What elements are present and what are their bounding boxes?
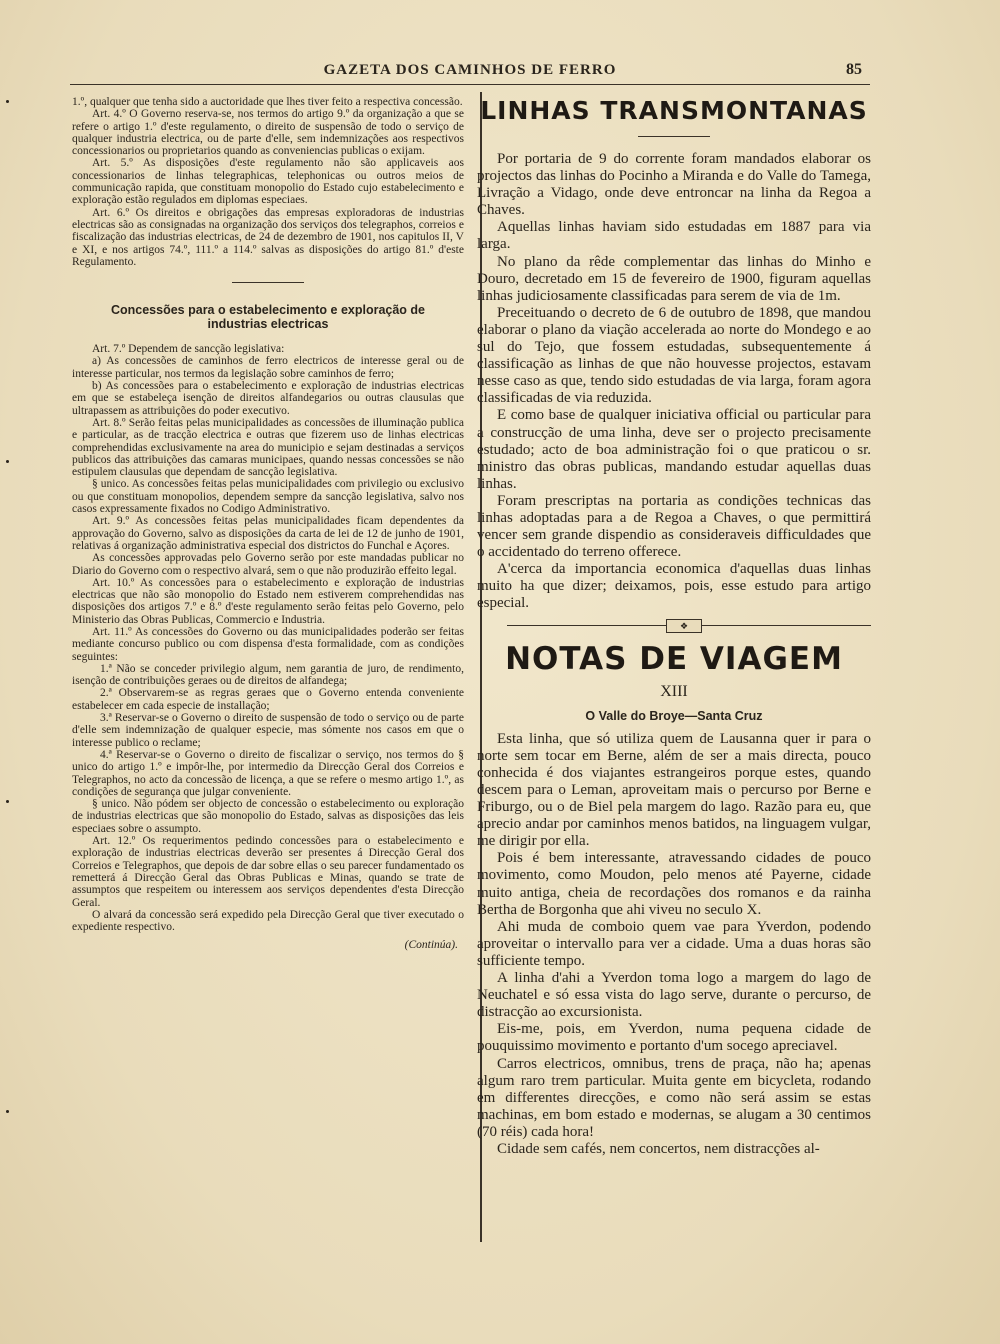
article-title: NOTAS DE VIAGEM [505, 640, 843, 677]
list-item: 3.ª Reservar-se o Governo o direito de suspensão de todo o serviço ou de parte d'elle sem indemnização de qualquer especie, mas sómente nos casos em que o interesse publico o reclame; [72, 712, 464, 749]
margin-mark [6, 100, 9, 103]
margin-mark [6, 460, 9, 463]
paragraph: § unico. As concessões feitas pelas municipalidades com privilegio ou exclusivo ou que constituam monopolios, dependem sempre da sancção legislativa, salvo nos casos expressamente fixados no Codigo Administrativo. [72, 478, 464, 516]
paragraph: Pois é bem interessante, atravessando cidades de pouco movimento, como Moudon, pelo menos até Payerne, cidade muito antiga, cheia de recordações dos romanos e da rainha Bertha de Borgonha que ahi viveu no seculo X. [477, 850, 871, 918]
section-heading: O Valle do Broye—Santa Cruz [585, 708, 763, 723]
paragraph: Carros electricos, omnibus, trens de praça, não ha; apenas algum raro trem particular. Muita gente em bicycleta, rodando em differentes direcções, e como não será assim se estas machinas, em bom estado e modernas, se alugam a 30 centimos (70 réis) cada hora! [477, 1055, 871, 1140]
paragraph: Art. 7.º Dependem de sancção legislativa: [92, 343, 285, 356]
section-ornament [477, 619, 871, 633]
margin-mark [6, 800, 9, 803]
paragraph: Foram prescriptas na portaria as condições technicas das linhas adoptadas para a de Regoa a Chaves, o que permittirá vencer sem grande dispendio as consideraveis difficuldades que o accidentado do terreno offerece. [477, 492, 871, 561]
paragraph: Art. 11.º As concessões do Governo ou das municipalidades poderão ser feitas mediante concurso publico ou com dispensa d'esta formalidade, com as condições seguintes: [72, 625, 464, 663]
margin-mark [6, 1110, 9, 1113]
title-rule [638, 136, 710, 137]
paragraph: E como base de qualquer iniciativa official ou particular para a construcção de uma linha, deve ser o projecto precisamente estudado; acto de boa administração foi o que praticou o sr. ministro das obras publicas, mandando estudar aquellas duas linhas. [477, 407, 871, 492]
paragraph: No plano da rêde complementar das linhas do Minho e Douro, decretado em 15 de fevereiro de 1900, figuram aquellas linhas judiciosamente classificadas para serem de via de 1m. [477, 253, 871, 304]
list-item: 2.ª Observarem-se as regras geraes que o Governo entenda conveniente estabelecer em cada especie de installação; [72, 687, 464, 712]
paragraph: Ahi muda de comboio quem vae para Yverdon, podendo aproveitar o intervallo para ver a cidade. Uma a duas horas são sufficiente tempo. [477, 918, 871, 969]
paragraph: Art. 4.º O Governo reserva-se, nos termos do artigo 9.º da organização a que se refere o artigo 1.º d'este regulamento, o direito de suspensão de todo o serviço de qualquer industria electrica, ou de parte d'elle, sem indemnizações aos respectivos concessionarios ou proprietarios quando as conveniencias publicas o exijam. [72, 108, 464, 158]
paragraph: Art. 5.º As disposições d'este regulamento não são applicaveis aos concessionarios de linhas telegraphicas, telephonicas ou outros meios de communicação rapida, que constituam monopolio do Estado cujo estabelecimento e exploração estão regulados em diplomas especiaes. [72, 157, 464, 207]
paragraph: Art. 12.º Os requerimentos pedindo concessões para o estabelecimento e exploração de industrias electricas deverão ser presentes á Direcção Geral dos Correios e Telegraphos, que depois de dar sobre ellas o seu parecer fundamentado os remetterá á Direcção Geral das Obras Publicas e Minas, quando se trate de assumptos que respeitem ou interessem aos serviços dependentes d'esta Direcção Geral. [72, 835, 464, 909]
paragraph: Aquellas linhas haviam sido estudadas em 1887 para via larga. [477, 219, 871, 253]
paragraph: Por portaria de 9 do corrente foram mandados elaborar os projectos das linhas do Pocinho a Miranda e do Valle do Tamega, Livração a Vidago, onde deve entroncar na linha da Regoa a Chaves. [477, 151, 871, 219]
paragraph: Esta linha, que só utiliza quem de Lausanna quer ir para o norte sem tocar em Berne, além de ser a mais directa, pouco conhecida é dos viajantes estrangeiros porque estes, quando descem para o Leman, aproveitam mais o percurso por Berne e Friburgo, ou o de Biel pela margem do lago. Razão para eu, que aprecio andar por caminhos menos batidos, na linguagem vulgar, me dirigir por ella. [477, 730, 871, 850]
ornament-icon: ❖ [666, 619, 702, 633]
journal-title: GAZETA DOS CAMINHOS DE FERRO [323, 62, 617, 78]
list-item: 1.ª Não se conceder privilegio algum, nem garantia de juro, de rendimento, isenção de contribuições geraes ou de direitos de alfandega; [72, 662, 464, 688]
paragraph: Art. 6.º Os direitos e obrigações das empresas exploradoras de industrias electricas são as consignadas na organização dos serviços dos telegraphos, correios e fiscalização das industrias electricas, de 24 de dezembro de 1901, nos capitulos II, V e XI, e nos artigos 74.º, 111.º a 114.º salvas as disposições do artigo 81.º d'este Regulamento. [72, 206, 464, 268]
page-number: 85 [846, 61, 862, 78]
paragraph: Art. 10.º As concessões para o estabelecimento e exploração de industrias electricas que não são monopolio do Estado nem estiverem comprehendidas nas disposições dos artigos 7.º e 8.º d'este regulamento serão feitas pelo Governo, pelo Ministerio das Obras Publicas, Commercio e Industria. [72, 576, 464, 626]
paragraph: § unico. Não pódem ser objecto de concessão o estabelecimento ou exploração de industrias electricas que são monopolio do Estado, salvas as disposições das leis especiaes sobre o assumpto. [72, 798, 464, 835]
paragraph: A linha d'ahi a Yverdon toma logo a margem do lago de Neuchatel e só essa vista do lago serve, durante o percurso, de distracção ao excursionista. [477, 970, 871, 1021]
paragraph: O alvará da concessão será expedido pela Direcção Geral que tiver executado o expediente respectivo. [72, 908, 464, 934]
paragraph: a) As concessões de caminhos de ferro electricos de interesse geral ou de interesse particular, nos termos da legislação sobre caminhos de ferro; [72, 355, 464, 380]
paragraph: Art. 9.º As concessões feitas pelas municipalidades ficam dependentes da approvação do Governo, salvo as disposições da carta de lei de 12 de junho de 1901, relativas á organização administrativa especial dos districtos do Funchal e Açores. [72, 515, 464, 552]
continued-note: (Continúa). [404, 939, 458, 952]
page-header [70, 58, 870, 85]
left-column [72, 96, 464, 952]
paragraph: As concessões approvadas pelo Governo serão por este mandadas publicar no Diario do Governo com o respectivo alvará, sem o que não produzirão effeito legal. [72, 552, 464, 577]
paragraph: b) As concessões para o estabelecimento e exploração de industrias electricas em que se estabeleça isenção de direitos alfandegarios ou outras clausulas que ultrapassem as attribuições do poder executivo. [72, 380, 464, 417]
paragraph: Eis-me, pois, em Yverdon, numa pequena cidade de pouquissimo movimento e portanto d'um socego apreciavel. [477, 1021, 871, 1055]
paragraph: 1.º, qualquer que tenha sido a auctoridade que lhes tiver feito a respectiva concessão. [72, 96, 463, 108]
paragraph: A'cerca da importancia economica d'aquellas duas linhas muito ha que dizer; deixamos, pois, esse estudo para artigo especial. [477, 561, 871, 612]
paragraph: Preceituando o decreto de 6 de outubro de 1898, que mandou elaborar o plano da viação accelerada ao norte do Mondego e ao sul do Tejo, que fossem estudadas, subsequentemente á classificação as linhas de que não houvesse projectos, estavam nesse caso as que, tendo sido estudadas de via larga, foram agora classificadas de via reduzida. [477, 304, 871, 407]
section-heading: Concessões para o estabelecimento e exploração de industrias electricas [110, 303, 426, 332]
list-item: 4.ª Reservar-se o Governo o direito de fiscalizar o serviço, nos termos do § unico do artigo 1.º e impôr-lhe, por intermedio da Direcção Geral dos Correios e Telegraphos, no acto da concessão de licença, a que se refere o mesmo artigo 1.º, as condições de segurança que julgar conveniente. [72, 748, 464, 798]
paragraph: Cidade sem cafés, nem concertos, nem distracções al- [497, 1140, 820, 1157]
section-number: XIII [660, 682, 688, 700]
article-title: LINHAS TRANSMONTANAS [480, 96, 868, 125]
paragraph: Art. 8.º Serão feitas pelas municipalidades as concessões de illuminação publica e particular, as de tracção electrica e outras que fizerem uso de linhas electricas comprehendidas exclusivamente na area do municipio e sejam destinadas a serviços publicos das attribuições das camaras municipaes, quando nessas concessões se não estipulem clausulas que dependam de sancção legislativa. [72, 416, 464, 479]
right-column [477, 92, 871, 1158]
